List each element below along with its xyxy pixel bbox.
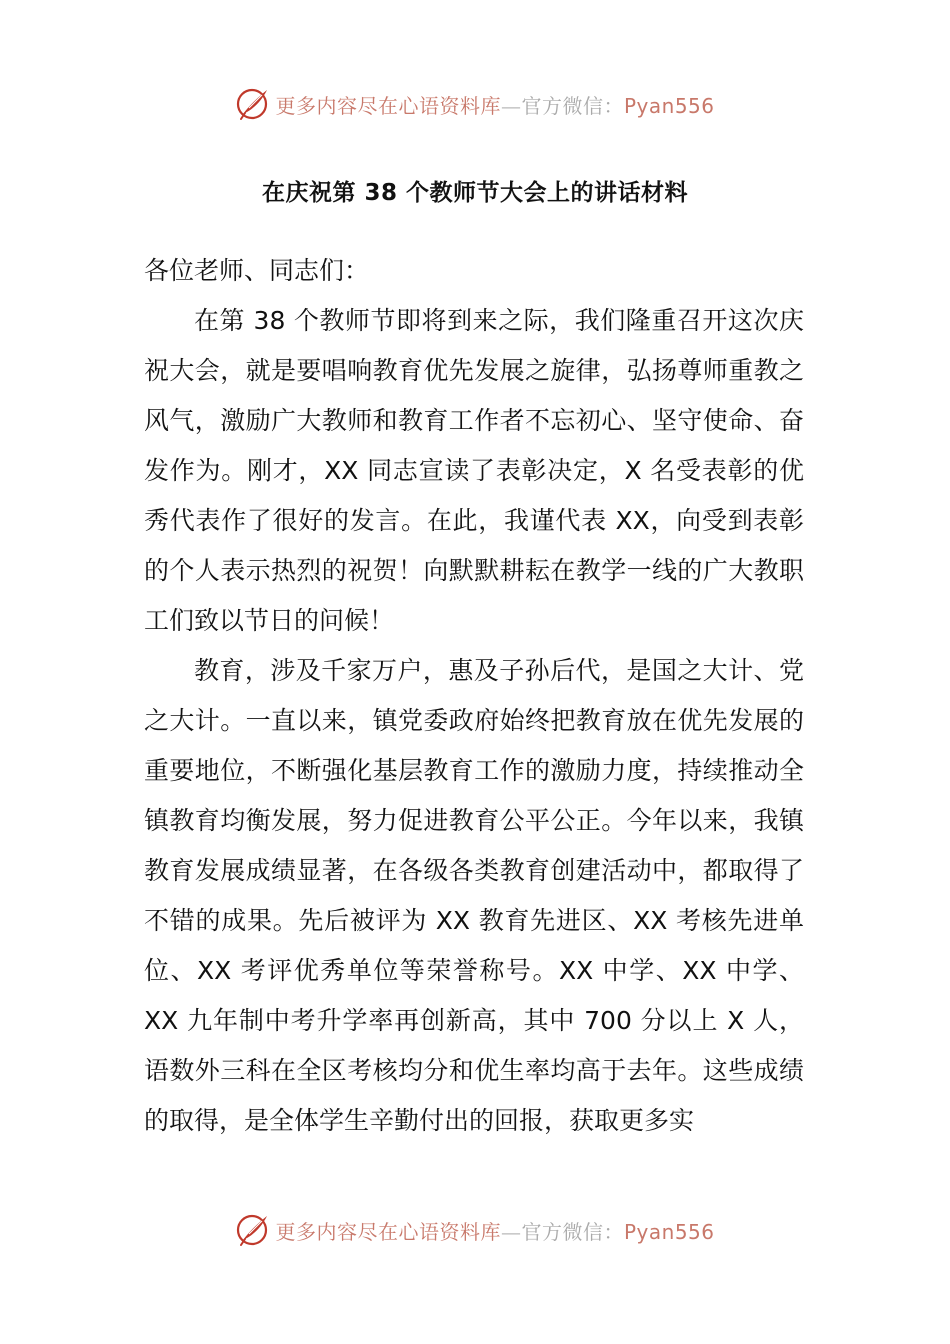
banner-wechat-id: Pyan556 bbox=[623, 93, 715, 118]
quill-logo-icon bbox=[235, 86, 271, 122]
document-body bbox=[144, 246, 804, 1146]
banner-separator: — bbox=[500, 1219, 522, 1244]
document-title: 在庆祝第 38 个教师节大会上的讲话材料 bbox=[261, 180, 689, 206]
paragraph: 教育，涉及千家万户，惠及子孙后代，是国之大计、党之大计。一直以来，镇党委政府始终把教育放在优先发展的重要地位，不断强化基层教育工作的激励力度，持续推动全镇教育均衡发展，努力促进教育公平公正。今年以来，我镇教育发展成绩显著，在各级各类教育创建活动中，都取得了不错的成果。先后被评为 XX 教育先进区、XX 考核先进单位、XX 考评优秀单位等荣誉称号。XX 中学、XX 中学、XX 九年制中考升学率再创新高，其中 700 分以上 X 人，语数外三科在全区考核均分和优生率均高于去年。这些成绩的取得，是全体学生辛勤付出的回报，获取更多实 bbox=[144, 656, 804, 1135]
footer-banner bbox=[0, 1208, 950, 1252]
banner-slogan: 更多内容尽在心语资料库 bbox=[275, 1219, 501, 1244]
paragraph: 在第 38 个教师节即将到来之际，我们隆重召开这次庆祝大会，就是要唱响教育优先发展之旋律，弘扬尊师重教之风气，激励广大教师和教育工作者不忘初心、坚守使命、奋发作为。刚才，XX 同志宣读了表彰决定，X 名受表彰的优秀代表作了很好的发言。在此，我谨代表 XX，向受到表彰的个人表示热烈的祝贺！向默默耕耘在教学一线的广大教职工们致以节日的问候！ bbox=[144, 306, 804, 635]
quill-logo-icon bbox=[235, 1212, 271, 1248]
banner-label: 官方微信： bbox=[521, 93, 624, 118]
banner-wechat-id: Pyan556 bbox=[623, 1219, 715, 1244]
banner-separator: — bbox=[500, 93, 522, 118]
banner-slogan: 更多内容尽在心语资料库 bbox=[275, 93, 501, 118]
banner-label: 官方微信： bbox=[521, 1219, 624, 1244]
header-banner bbox=[0, 82, 950, 126]
salutation: 各位老师、同志们： bbox=[144, 256, 370, 285]
